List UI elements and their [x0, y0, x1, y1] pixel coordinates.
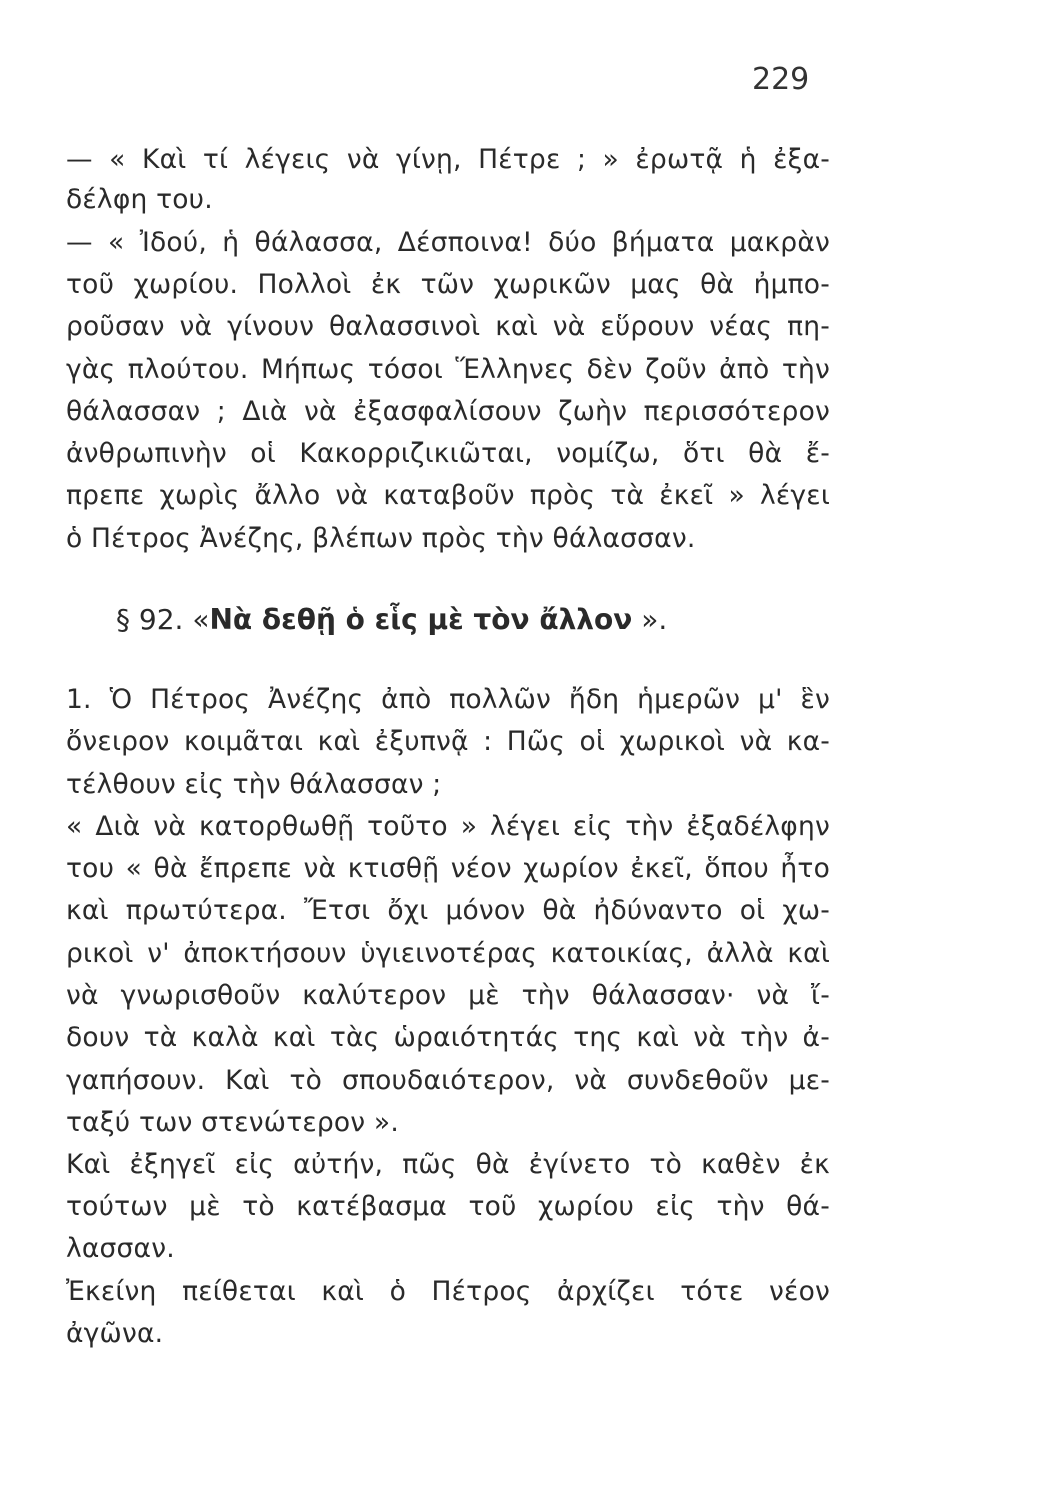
text-line: Καὶ ἐξηγεῖ εἰς αὐτήν, πῶς θὰ ἐγίνετο τὸ καθὲν ἐκ [66, 1149, 830, 1180]
text-line: λασσαν. [66, 1233, 175, 1264]
text-line: δουν τὰ καλὰ καὶ τὰς ὡραιότητάς της καὶ νὰ τὴν ἀ- [66, 1022, 830, 1053]
text-line: ἀγῶνα. [66, 1318, 164, 1349]
page-number: 229 [752, 62, 810, 97]
text-line: του « θὰ ἔπρεπε νὰ κτισθῇ νέον χωρίον ἐκεῖ, ὅπου ἦτο [66, 853, 830, 884]
text-line: ὁ Πέτρος Ἀνέζης, βλέπων πρὸς τὴν θάλασσαν. [66, 523, 696, 554]
text-line: « Διὰ νὰ κατορθωθῇ τοῦτο » λέγει εἰς τὴν ἐξαδέλφην [66, 811, 830, 842]
section-number: § 92. [116, 603, 184, 636]
text-line: τοῦ χωρίου. Πολλοὶ ἐκ τῶν χωρικῶν μας θὰ ἠμπο- [66, 269, 830, 300]
text-line: Ἐκείνη πείθεται καὶ ὁ Πέτρος ἀρχίζει τότε νέον [66, 1276, 830, 1307]
text-line: δέλφη του. [66, 184, 213, 215]
text-line: γαπήσουν. Καὶ τὸ σπουδαιότερον, νὰ συνδεθοῦν με- [66, 1065, 830, 1096]
text-line: 1. Ὁ Πέτρος Ἀνέζης ἀπὸ πολλῶν ἤδη ἡμερῶν μ' ἓν [66, 684, 830, 715]
section-close-quote: ». [641, 603, 668, 636]
section-title: Νὰ δεθῇ ὁ εἷς μὲ τὸν ἄλλον [209, 603, 633, 636]
text-line: καὶ πρωτύτερα. Ἔτσι ὄχι μόνον θὰ ἠδύναντο οἱ χω- [66, 895, 830, 926]
text-line: πρεπε χωρὶς ἄλλο νὰ καταβοῦν πρὸς τὰ ἐκεῖ » λέγει [66, 480, 830, 511]
text-line: ροῦσαν νὰ γίνουν θαλασσινοὶ καὶ νὰ εὕρουν νέας πη- [66, 311, 830, 342]
section-heading [116, 600, 667, 640]
text-line: ταξύ των στενώτερον ». [66, 1107, 399, 1138]
text-line: ἀνθρωπινὴν οἱ Κακορριζικιῶται, νομίζω, ὅτι θὰ ἔ- [66, 438, 830, 469]
text-line: ρικοὶ ν' ἀποκτήσουν ὑγιεινοτέρας κατοικίας, ἀλλὰ καὶ [66, 938, 830, 969]
text-line: νὰ γνωρισθοῦν καλύτερον μὲ τὴν θάλασσαν· νὰ ἴ- [66, 980, 830, 1011]
text-line: — « Καὶ τί λέγεις νὰ γίνῃ, Πέτρε ; » ἐρωτᾷ ἡ ἐξα- [66, 144, 830, 175]
text-line: — « Ἰδού, ἡ θάλασσα, Δέσποινα! δύο βήματα μακρὰν [66, 227, 830, 258]
text-line: θάλασσαν ; Διὰ νὰ ἐξασφαλίσουν ζωὴν περισσότερον [66, 396, 830, 427]
text-line: γὰς πλούτου. Μήπως τόσοι Ἕλληνες δὲν ζοῦν ἀπὸ τὴν [66, 354, 830, 385]
text-line: τέλθουν εἰς τὴν θάλασσαν ; [66, 769, 442, 800]
text-line: ὄνειρον κοιμᾶται καὶ ἐξυπνᾷ : Πῶς οἱ χωρικοὶ νὰ κα- [66, 726, 830, 757]
text-line: τούτων μὲ τὸ κατέβασμα τοῦ χωρίου εἰς τὴν θά- [66, 1191, 830, 1222]
section-open-quote: « [192, 603, 210, 636]
